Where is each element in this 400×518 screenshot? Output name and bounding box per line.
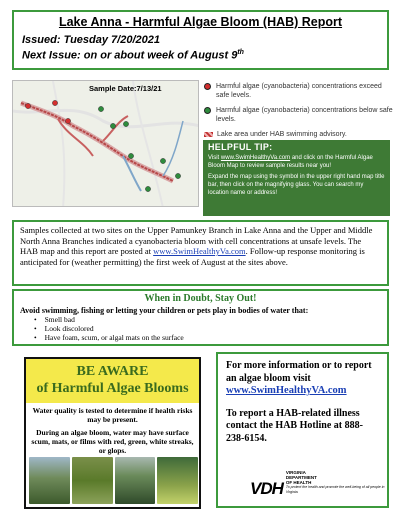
aware-text-2: During an algae bloom, water may have surface scum, mats, or films with red, green, white streaks, or glops.: [31, 428, 194, 455]
aware-text-1: Water quality is tested to determine if health risks may be present.: [32, 406, 193, 424]
samples-summary: Samples collected at two sites on the Upper Pamunkey Branch in Lake Anna and the Upper and Middle North Anna Branches indicated a cyanobacteria bloom with cell concentrations at unsafe levels. The HAB map and this report are posted at www.SwimHealthyVa.com. Follow-up response monitoring is anticipated for (weather permitting) the first week of August at the sites above.: [12, 220, 389, 286]
algae-photo: [29, 457, 70, 504]
algae-photo: [115, 457, 156, 504]
hatched-swatch-icon: [204, 132, 213, 137]
list-item: • Smell bad: [34, 315, 381, 324]
map-marker-green[interactable]: [160, 158, 165, 163]
map-graphic: [13, 81, 199, 207]
tip-link[interactable]: www.SwimHealthyVa.com: [220, 155, 291, 161]
map-marker-green[interactable]: [128, 153, 133, 158]
tip-paragraph-2: Expand the map using the symbol in the upper right hand map title bar, then click on the magnifying glass. You can search my location name or address!: [208, 174, 385, 196]
contact-text-2: To report a HAB-related illness contact the HAB Hotline at 888-238-6154.: [226, 407, 363, 444]
legend-item: Lake area under HAB swimming advisory.: [204, 130, 394, 139]
issued-date: Issued: Tuesday 7/20/2021: [22, 34, 160, 46]
when-in-doubt-box: [12, 289, 389, 346]
map-legend: [204, 82, 394, 145]
avoid-list: [34, 315, 381, 342]
map-marker-green[interactable]: [145, 186, 150, 191]
helpful-tip-box: [203, 140, 390, 216]
sample-date: Sample Date:7/13/21: [89, 84, 162, 93]
lake-map[interactable]: [12, 80, 199, 207]
green-dot-icon: [204, 107, 211, 114]
map-marker-green[interactable]: [98, 106, 103, 111]
map-marker-red[interactable]: [52, 100, 57, 105]
next-issue: Next Issue: on or about week of August 9th: [22, 49, 244, 62]
tip-title: HELPFUL TIP:: [208, 142, 273, 152]
red-dot-icon: [204, 83, 211, 90]
algae-photo: [72, 457, 113, 504]
tip-paragraph-1: Visit www.SwimHealthyVa.com and click on the Harmful Algae Bloom Map to review sample results near you!: [208, 155, 373, 169]
vdh-logo: VDH VIRGINIA DEPARTMENT OF HEALTH To protect the health and promote the well-being of all people in Virginia.: [250, 470, 385, 498]
samples-link[interactable]: www.SwimHealthyVa.com: [153, 246, 246, 256]
algae-photo: [157, 457, 198, 504]
map-marker-green[interactable]: [110, 123, 115, 128]
doubt-title: When in Doubt, Stay Out!: [144, 293, 257, 304]
contact-box: [216, 352, 389, 508]
be-aware-poster: [24, 357, 201, 509]
map-marker-red[interactable]: [65, 118, 70, 123]
legend-item: Harmful algae (cyanobacteria) concentrations exceed safe levels.: [204, 82, 394, 100]
legend-item: Harmful algae (cyanobacteria) concentrations below safe levels.: [204, 106, 394, 124]
map-marker-green[interactable]: [175, 173, 180, 178]
list-item: • Look discolored: [34, 324, 381, 333]
avoid-text: Avoid swimming, fishing or letting your children or pets play in bodies of water that:: [20, 306, 309, 315]
list-item: • Have foam, scum, or algal mats on the surface: [34, 333, 381, 342]
contact-text-1: For more information or to report an algae bloom visit: [226, 360, 372, 384]
map-marker-red[interactable]: [25, 103, 30, 108]
aware-heading: BE AWARE of Harmful Algae Blooms: [26, 359, 199, 403]
contact-link[interactable]: www.SwimHealthyVA.com: [226, 385, 347, 396]
report-header: [12, 10, 389, 70]
report-title: Lake Anna - Harmful Algae Bloom (HAB) Report: [58, 15, 343, 29]
algae-photos: [29, 457, 198, 504]
map-marker-green[interactable]: [123, 121, 128, 126]
